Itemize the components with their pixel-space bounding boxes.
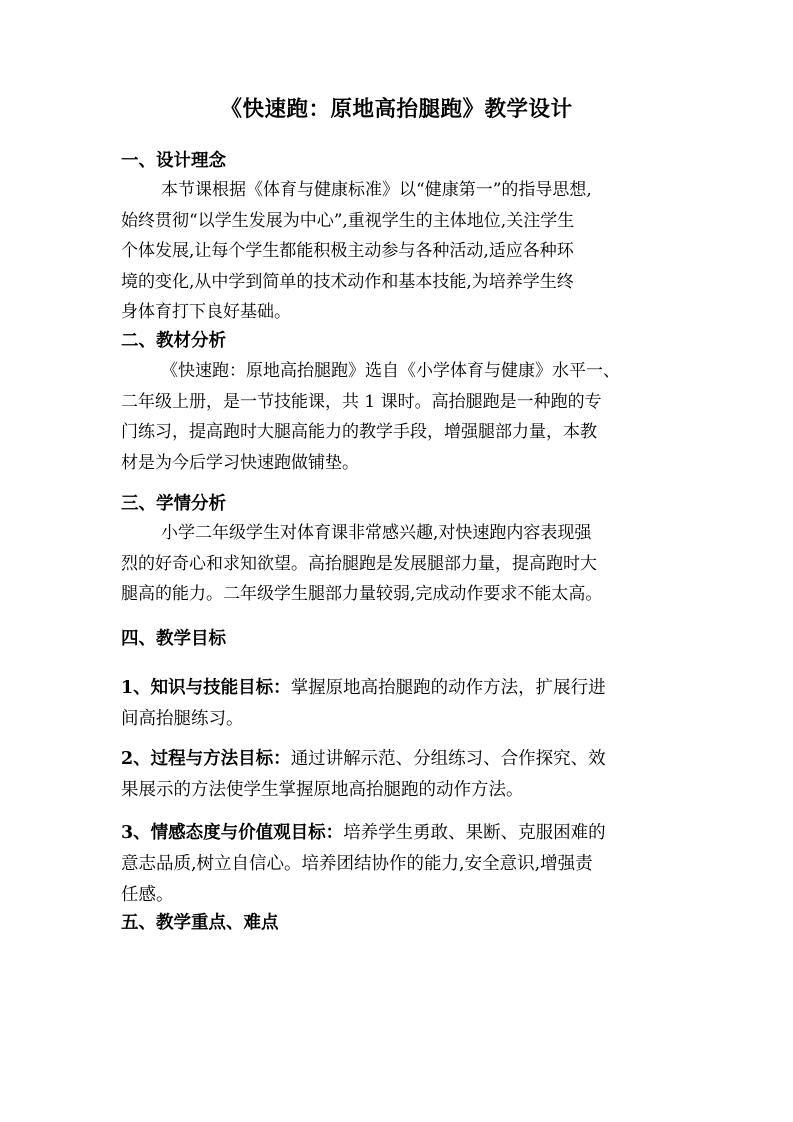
goal-knowledge-skills bbox=[121, 673, 681, 735]
goal-process-methods bbox=[121, 744, 681, 806]
paragraph-line: 小学二年级学生对体育课非常感兴趣,对快速跑内容表现强 bbox=[161, 523, 592, 543]
goal-text: 通过讲解示范、分组练习、合作探究、效 bbox=[290, 749, 606, 769]
paragraph-line: 始终贯彻“以学生发展为中心”,重视学生的主体地位,关注学生 bbox=[121, 210, 575, 231]
section-paragraph-student-analysis bbox=[121, 518, 681, 610]
paragraph-line: 本节课根据《体育与健康标准》以“健康第一”的指导思想, bbox=[161, 180, 592, 200]
goal-text: 间高抬腿练习。 bbox=[121, 709, 244, 729]
goal-text: 意志品质,树立自信心。培养团结协作的能力,安全意识,增强责 bbox=[121, 854, 593, 874]
goal-text: 培养学生勇敢、果断、克服困难的 bbox=[343, 823, 606, 843]
paragraph-line: 身体育打下良好基础。 bbox=[121, 302, 291, 322]
section-heading-teaching-goals: 四、教学目标 bbox=[121, 629, 226, 649]
document-title: 《快速跑：原地高抬腿跑》教学设计 bbox=[220, 97, 573, 122]
goal-text: 果展示的方法使学生掌握原地高抬腿跑的动作方法。 bbox=[121, 780, 524, 800]
paragraph-line: 材是为今后学习快速跑做铺垫。 bbox=[121, 452, 359, 473]
paragraph-line: 二年级上册，是一节技能课，共 1 课时。高抬腿跑是一种跑的专 bbox=[121, 391, 602, 412]
paragraph-line: 个体发展,让每个学生都能积极主动参与各种活动,适应各种环 bbox=[121, 241, 574, 261]
goal-text: 掌握原地高抬腿跑的动作方法，扩展行进 bbox=[290, 678, 606, 698]
goal-label: 3、情感态度与价值观目标： bbox=[121, 823, 344, 843]
paragraph-line: 烈的好奇心和求知欲望。高抬腿跑是发展腿部力量，提高跑时大 bbox=[121, 553, 597, 574]
section-heading-student-analysis: 三、学情分析 bbox=[121, 494, 226, 514]
goal-label: 2、过程与方法目标： bbox=[121, 749, 291, 769]
section-paragraph-design-concept bbox=[121, 175, 681, 328]
section-heading-design-concept: 一、设计理念 bbox=[121, 151, 226, 171]
section-heading-material-analysis: 二、教材分析 bbox=[121, 331, 226, 351]
section-paragraph-material-analysis bbox=[121, 356, 681, 478]
goal-text: 任感。 bbox=[121, 885, 174, 905]
section-heading-key-difficult-points: 五、教学重点、难点 bbox=[121, 913, 279, 933]
paragraph-line: 腿高的能力。二年级学生腿部力量较弱,完成动作要求不能太高。 bbox=[121, 584, 603, 604]
paragraph-line: 门练习，提高跑时大腿高能力的教学手段，增强腿部力量，本教 bbox=[121, 422, 597, 442]
goal-attitude-values bbox=[121, 818, 681, 911]
paragraph-line: 《快速跑：原地高抬腿跑》选自《小学体育与健康》水平一、 bbox=[161, 361, 620, 381]
paragraph-line: 境的变化,从中学到简单的技术动作和基本技能,为培养学生终 bbox=[121, 271, 574, 292]
goal-label: 1、知识与技能目标： bbox=[121, 678, 291, 698]
